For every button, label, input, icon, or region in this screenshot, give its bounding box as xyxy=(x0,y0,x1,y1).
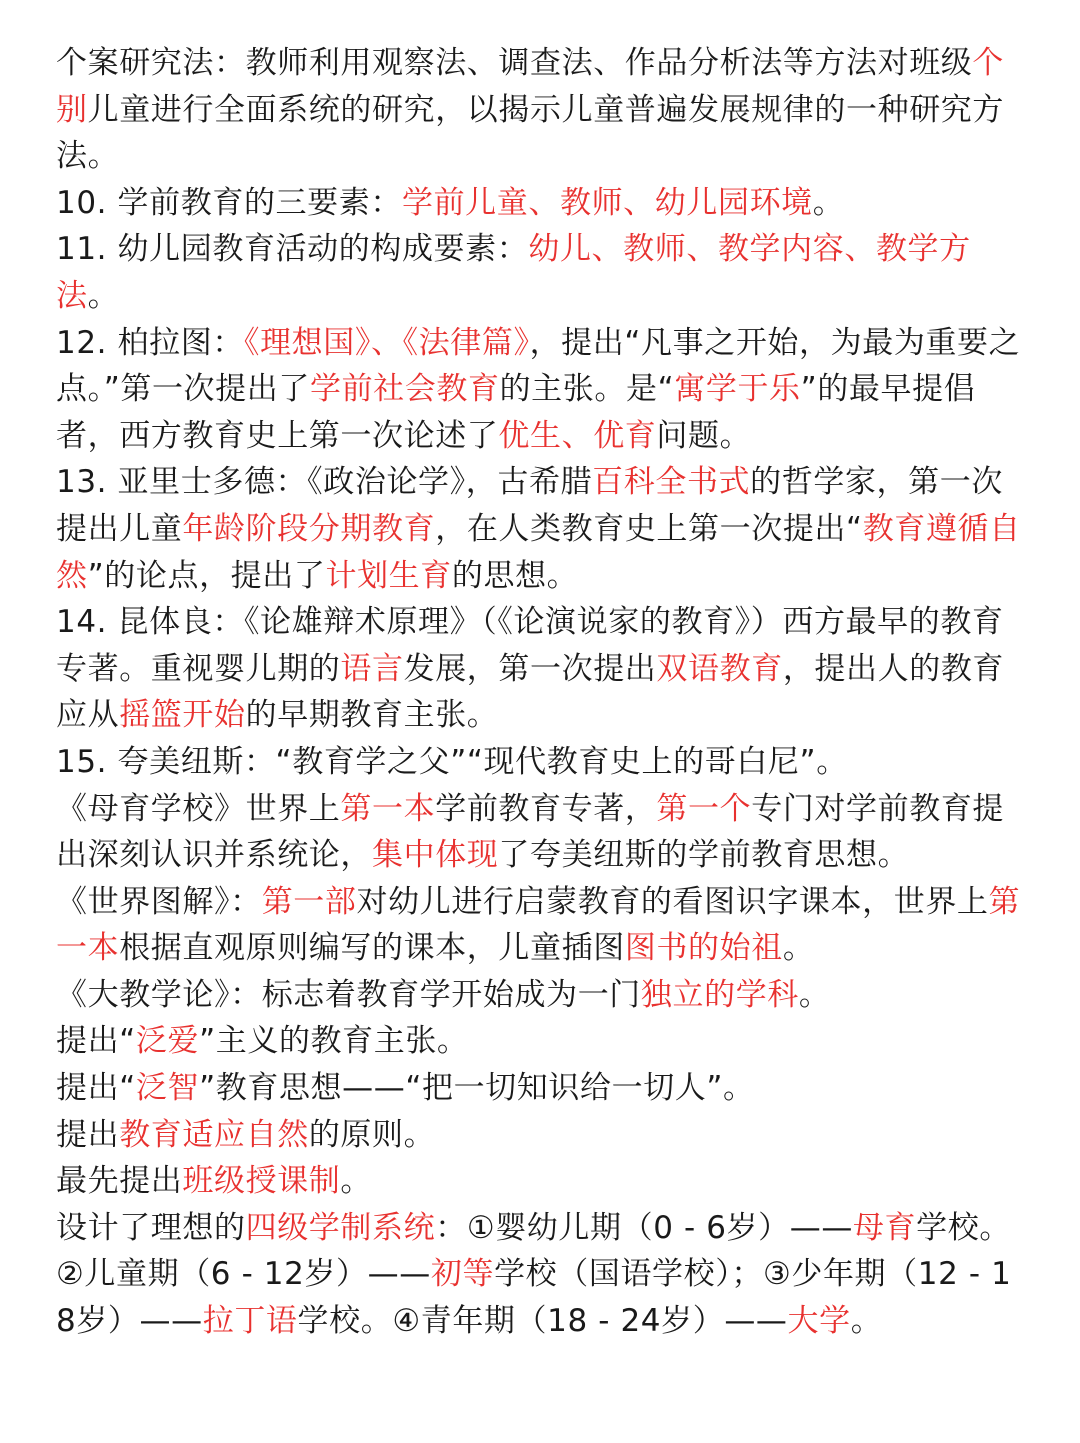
body-text: 的思想。 xyxy=(451,557,579,594)
body-text: 根据直观原则编写的课本，儿童插图 xyxy=(119,930,625,967)
highlighted-text: 拉丁语 xyxy=(202,1303,298,1340)
paragraph xyxy=(56,879,1028,972)
paragraph xyxy=(56,599,1028,739)
highlighted-text: 集中体现 xyxy=(372,837,499,874)
paragraph xyxy=(56,459,1028,599)
body-text: 。 xyxy=(812,184,845,221)
highlighted-text: 幼儿、教师、教学内容、教学方法 xyxy=(56,231,971,314)
body-text: 12. 柏拉图： xyxy=(56,324,244,361)
body-text: 13. 亚里士多德：《政治论学》，古希腊 xyxy=(56,464,593,501)
highlighted-text: 第一本 xyxy=(56,883,1021,967)
highlighted-text: 年龄阶段分期教育 xyxy=(182,510,436,547)
highlighted-text: 教育适应自然 xyxy=(119,1116,309,1153)
highlighted-text: 个别 xyxy=(56,45,1005,128)
body-text: 。 xyxy=(798,976,831,1013)
highlighted-text: 双语教育 xyxy=(656,650,783,687)
body-text: ，提出“凡事之开始，为最为重要之点。”第一次提出了 xyxy=(56,324,1021,408)
body-text: 的原则。 xyxy=(308,1116,436,1153)
body-text: ”教育思想——“把一切知识给一切人”。 xyxy=(199,1070,755,1107)
body-text: ”的论点，提出了 xyxy=(87,557,326,594)
paragraph xyxy=(56,972,1028,1019)
body-text: 发展，第一次提出 xyxy=(403,650,657,687)
body-text: 提出“ xyxy=(56,1023,136,1060)
highlighted-text: 独立的学科 xyxy=(640,976,799,1013)
body-text: 学前教育专著， xyxy=(435,790,657,827)
highlighted-text: 优生、优育 xyxy=(498,417,657,454)
body-text: 的早期教育主张。 xyxy=(245,697,499,734)
body-text: 10. 学前教育的三要素： xyxy=(56,184,402,221)
body-text: 学校。④青年期（18 - 24岁）—— xyxy=(297,1303,788,1340)
body-text: 11. 幼儿园教育活动的构成要素： xyxy=(56,231,529,268)
highlighted-text: 班级授课制 xyxy=(182,1163,341,1200)
body-text: 14. 昆体良：《论雄辩术原理》（《论演说家的教育》）西方最早的教育专著。重视婴儿期的 xyxy=(56,604,1004,687)
body-text: 的主张。是“ xyxy=(499,371,675,408)
paragraph xyxy=(56,739,1028,786)
body-text: 。 xyxy=(340,1163,373,1200)
paragraph xyxy=(56,786,1028,879)
body-text: ：①婴幼儿期（0 - 6岁）—— xyxy=(435,1209,853,1246)
body-text: 个案研究法：教师利用观察法、调查法、作品分析法等方法对班级 xyxy=(56,45,973,81)
highlighted-text: 第一本 xyxy=(340,790,436,827)
body-text: 学校（国语学校）；③少年期（12 - 18岁）—— xyxy=(56,1256,1012,1340)
paragraph xyxy=(56,1112,1028,1159)
body-text: ”主义的教育主张。 xyxy=(199,1023,469,1060)
body-text: 的哲学家，第一次提出儿童 xyxy=(56,464,1003,547)
highlighted-text: 寓学于乐 xyxy=(674,371,801,408)
highlighted-text: 学前儿童、教师、幼儿园环境 xyxy=(401,184,813,221)
body-text: ”的最早提倡者，西方教育史上第一次论述了 xyxy=(56,371,976,454)
body-text: 问题。 xyxy=(656,417,752,454)
highlighted-text: 母育 xyxy=(852,1209,917,1246)
highlighted-text: 《理想国》、《法律篇》 xyxy=(243,324,530,361)
highlighted-text: 摇篮开始 xyxy=(119,697,246,734)
highlighted-text: 初等 xyxy=(430,1256,495,1293)
highlighted-text: 百科全书式 xyxy=(592,464,751,501)
body-text: ，提出人的教育应从 xyxy=(56,650,1005,734)
body-text: 。 xyxy=(87,277,120,314)
highlighted-text: 图书的始祖 xyxy=(624,930,783,967)
highlighted-text: 第一部 xyxy=(261,883,357,920)
body-text: 专门对学前教育提出深刻认识并系统论， xyxy=(56,790,1005,874)
body-text: 15. 夸美纽斯：“教育学之父”“现代教育史上的哥白尼”。 xyxy=(56,743,848,780)
body-text: 。 xyxy=(782,930,815,967)
body-text: 《世界图解》： xyxy=(56,883,262,920)
highlighted-text: 泛智 xyxy=(135,1070,200,1107)
body-text: ，在人类教育史上第一次提出“ xyxy=(435,510,863,547)
highlighted-text: 计划生育 xyxy=(325,557,452,594)
paragraph xyxy=(56,1158,1028,1205)
highlighted-text: 学前社会教育 xyxy=(309,371,500,408)
body-text: 学校。②儿童期（6 - 12岁）—— xyxy=(56,1209,1011,1293)
body-text: 提出 xyxy=(56,1116,120,1153)
notes-content xyxy=(56,40,1028,1345)
body-text: 了夸美纽斯的学前教育思想。 xyxy=(498,837,910,874)
highlighted-text: 教育遵循自然 xyxy=(56,510,1021,594)
body-text: 设计了理想的 xyxy=(56,1209,246,1246)
paragraph xyxy=(56,1065,1028,1112)
paragraph xyxy=(56,226,1028,319)
body-text: 提出“ xyxy=(56,1070,136,1107)
highlighted-text: 四级学制系统 xyxy=(245,1209,436,1246)
highlighted-text: 大学 xyxy=(787,1303,851,1340)
paragraph xyxy=(56,320,1028,460)
paragraph xyxy=(56,40,1028,180)
paragraph xyxy=(56,180,1028,227)
highlighted-text: 语言 xyxy=(340,650,404,687)
body-text: 儿童进行全面系统的研究，以揭示儿童普遍发展规律的一种研究方法。 xyxy=(56,91,1005,175)
paragraph xyxy=(56,1205,1028,1345)
highlighted-text: 第一个 xyxy=(656,790,752,827)
highlighted-text: 泛爱 xyxy=(135,1023,200,1060)
body-text: 《大教学论》：标志着教育学开始成为一门 xyxy=(56,976,641,1013)
body-text: 《母育学校》世界上 xyxy=(56,790,341,827)
body-text: 对幼儿进行启蒙教育的看图识字课本，世界上 xyxy=(356,883,989,920)
paragraph xyxy=(56,1018,1028,1065)
body-text: 最先提出 xyxy=(56,1163,183,1200)
body-text: 。 xyxy=(850,1303,883,1340)
